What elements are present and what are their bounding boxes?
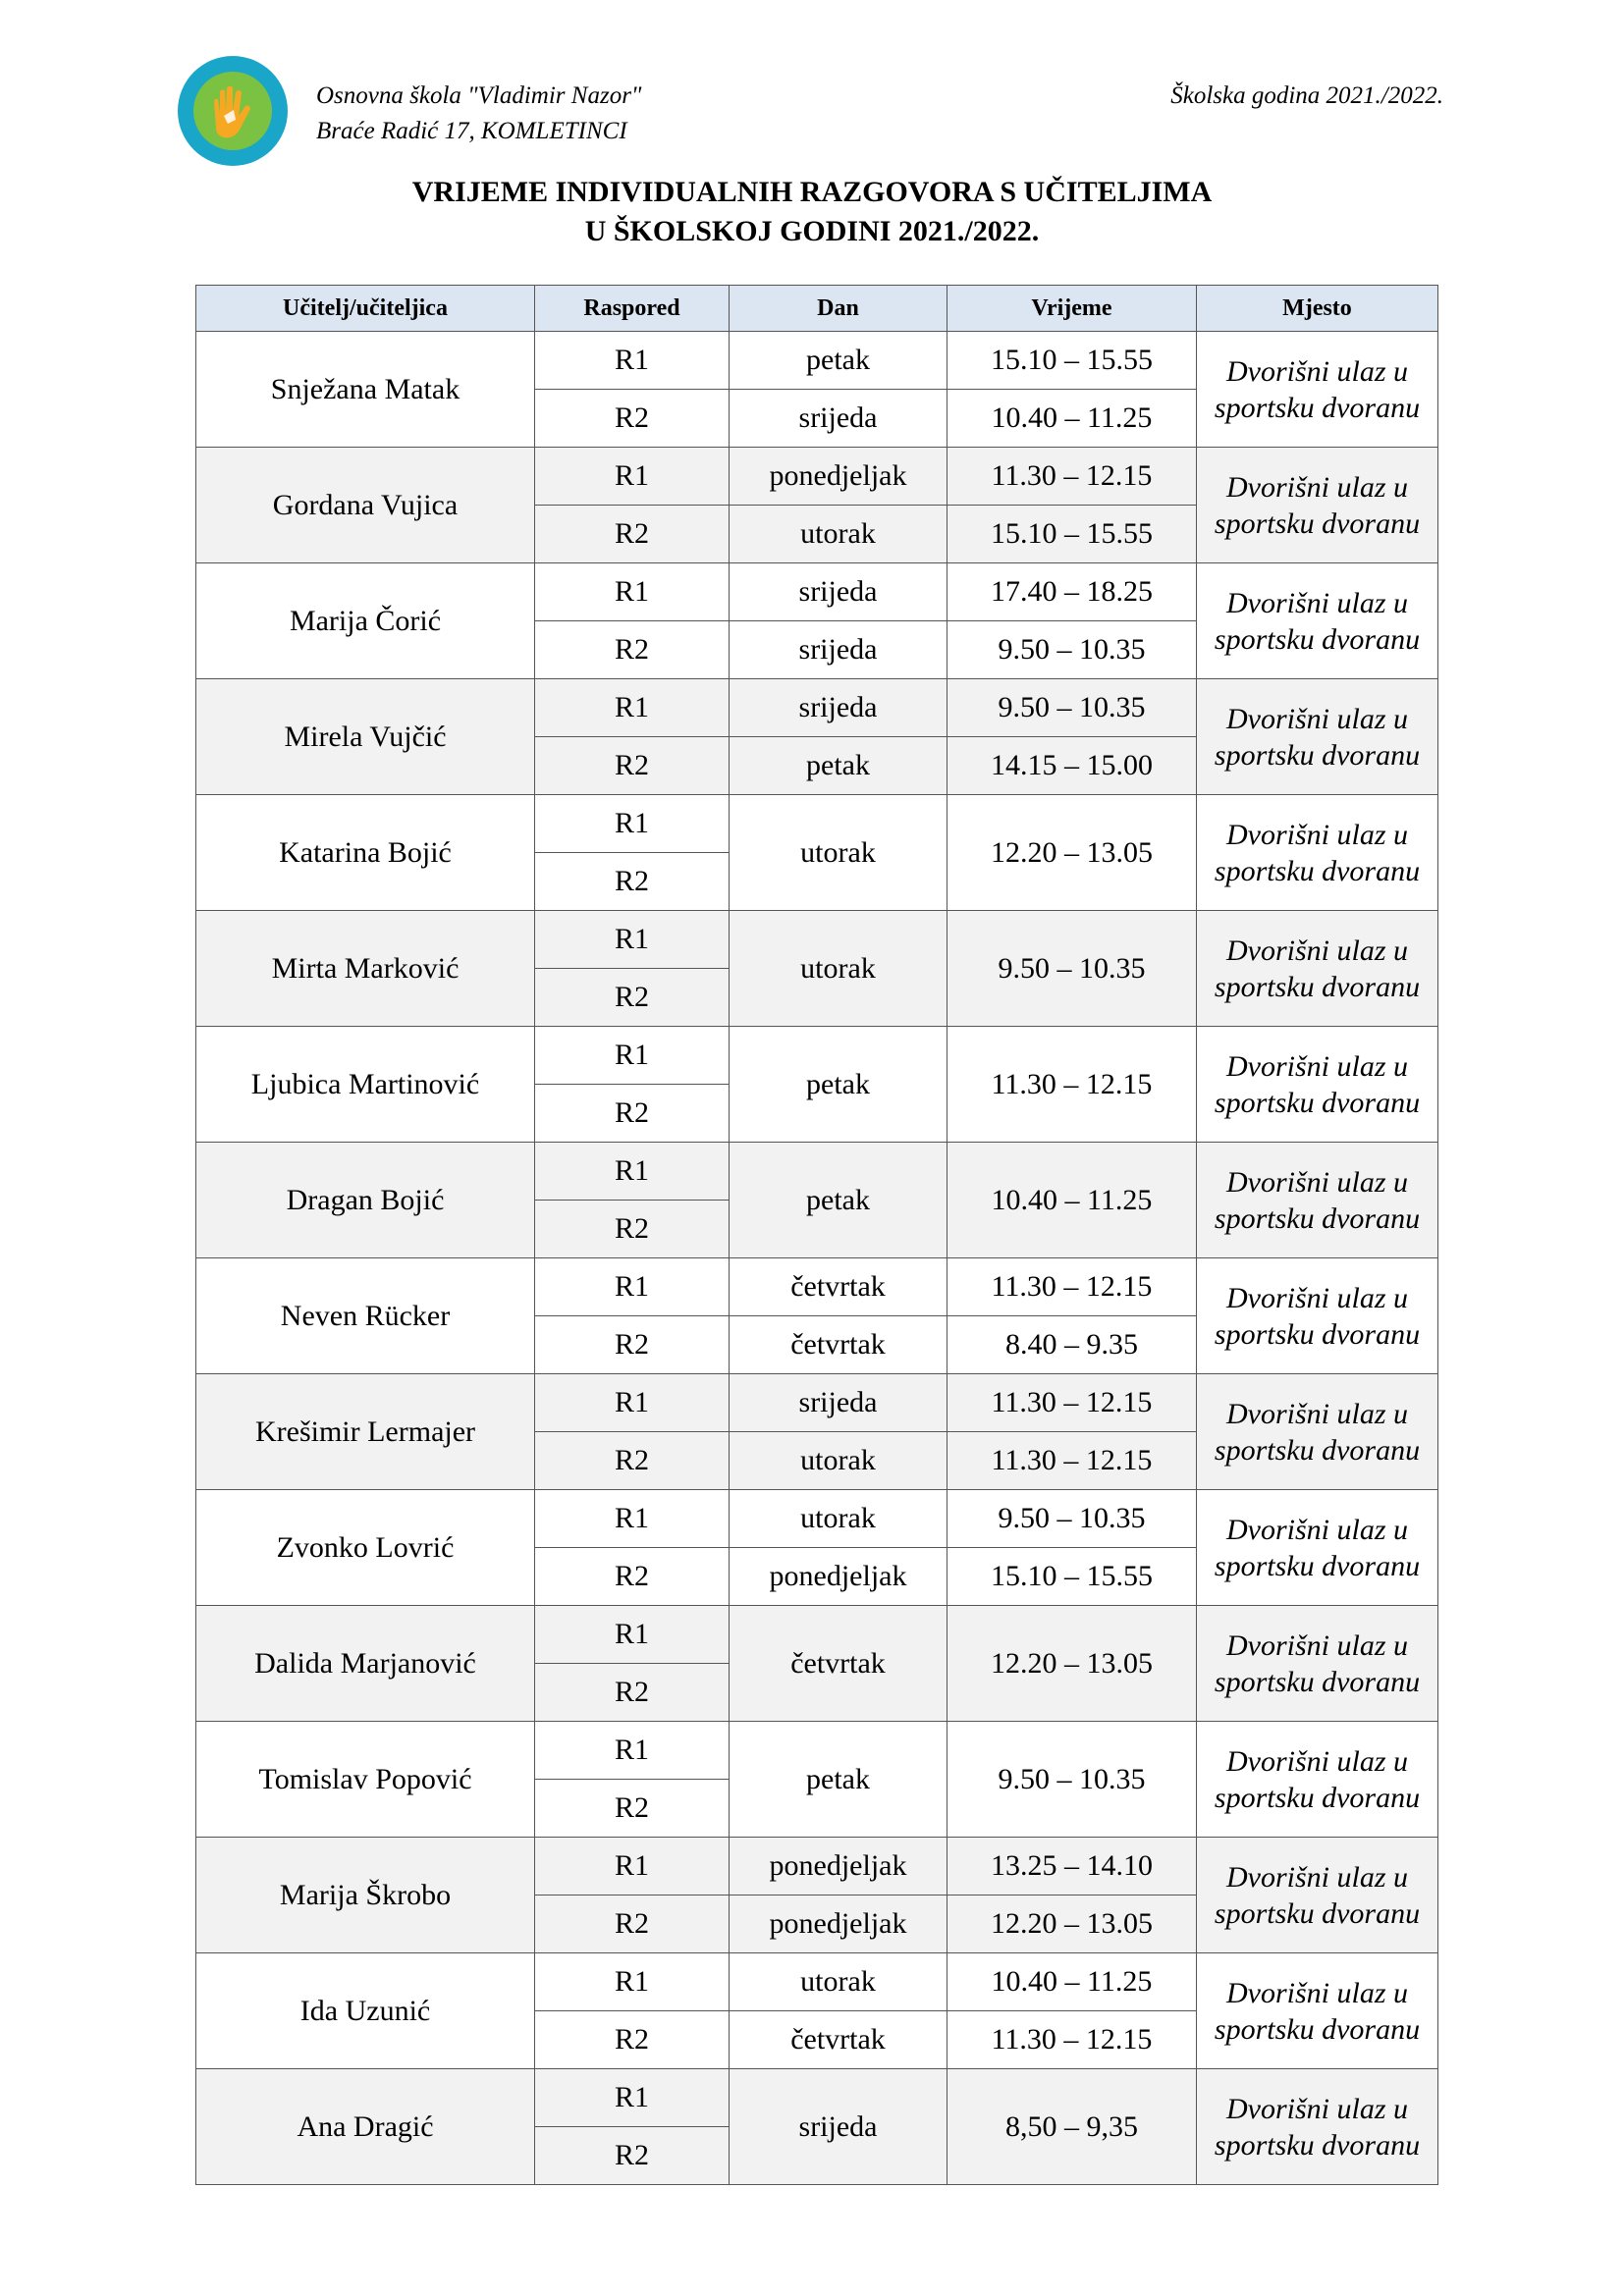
- schedule-r2: R2: [535, 1316, 730, 1374]
- time-cell-r2: 9.50 – 10.35: [947, 621, 1197, 679]
- place-line-2: sportsku dvoranu: [1214, 1086, 1421, 1119]
- table-row: [196, 448, 1438, 506]
- place-line-1: Dvorišni ulaz u: [1225, 586, 1408, 619]
- day-cell-r1: četvrtak: [730, 1258, 947, 1316]
- day-cell: srijeda: [730, 2069, 947, 2185]
- day-cell-r1: utorak: [730, 1953, 947, 2011]
- place-line-2: sportsku dvoranu: [1214, 1317, 1421, 1351]
- schedule-r1: R1: [535, 1027, 730, 1085]
- place-line-1: Dvorišni ulaz u: [1225, 1744, 1408, 1778]
- schedule-r2: R2: [535, 969, 730, 1027]
- place-cell: [1197, 332, 1438, 448]
- place-line-1: Dvorišni ulaz u: [1225, 1165, 1408, 1199]
- day-cell-r2: srijeda: [730, 390, 947, 448]
- title-line-2: U ŠKOLSKOJ GODINI 2021./2022.: [584, 215, 1040, 247]
- place-line-1: Dvorišni ulaz u: [1225, 818, 1408, 851]
- teacher-name: Marija Čorić: [196, 563, 535, 679]
- day-cell-r2: četvrtak: [730, 2011, 947, 2069]
- table-row: [196, 2069, 1438, 2127]
- time-cell-r1: 9.50 – 10.35: [947, 679, 1197, 737]
- time-cell-r2: 15.10 – 15.55: [947, 1548, 1197, 1606]
- place-line-1: Dvorišni ulaz u: [1225, 702, 1408, 735]
- table-row: [196, 679, 1438, 737]
- day-cell: petak: [730, 1722, 947, 1838]
- schedule-r2: R2: [535, 621, 730, 679]
- teacher-name: Zvonko Lovrić: [196, 1490, 535, 1606]
- table-row: [196, 332, 1438, 390]
- place-line-2: sportsku dvoranu: [1214, 507, 1421, 540]
- schedule-r1: R1: [535, 911, 730, 969]
- teacher-name: Mirta Marković: [196, 911, 535, 1027]
- schedule-r2: R2: [535, 506, 730, 563]
- place-line-2: sportsku dvoranu: [1214, 738, 1421, 772]
- teacher-name: Snježana Matak: [196, 332, 535, 448]
- time-cell: 9.50 – 10.35: [947, 911, 1197, 1027]
- schedule-r2: R2: [535, 1201, 730, 1258]
- time-cell-r1: 13.25 – 14.10: [947, 1838, 1197, 1896]
- table-row: [196, 1258, 1438, 1316]
- table-row: [196, 795, 1438, 853]
- day-cell: petak: [730, 1143, 947, 1258]
- place-cell: [1197, 679, 1438, 795]
- school-year: Školska godina 2021./2022.: [1170, 82, 1443, 109]
- place-cell: [1197, 1258, 1438, 1374]
- schedule-r1: R1: [535, 1953, 730, 2011]
- time-cell-r2: 10.40 – 11.25: [947, 390, 1197, 448]
- day-cell-r2: četvrtak: [730, 1316, 947, 1374]
- teacher-name: Ida Uzunić: [196, 1953, 535, 2069]
- header-time: Vrijeme: [947, 286, 1197, 332]
- day-cell-r1: petak: [730, 332, 947, 390]
- place-line-2: sportsku dvoranu: [1214, 1896, 1421, 1930]
- place-cell: [1197, 1722, 1438, 1838]
- teacher-name: Neven Rücker: [196, 1258, 535, 1374]
- schedule-r1: R1: [535, 332, 730, 390]
- teacher-name: Ljubica Martinović: [196, 1027, 535, 1143]
- day-cell-r2: srijeda: [730, 621, 947, 679]
- time-cell-r2: 11.30 – 12.15: [947, 2011, 1197, 2069]
- teacher-name: Marija Škrobo: [196, 1838, 535, 1953]
- schedule-r1: R1: [535, 1838, 730, 1896]
- schedule-r2: R2: [535, 390, 730, 448]
- teacher-name: Katarina Bojić: [196, 795, 535, 911]
- header-schedule: Raspored: [535, 286, 730, 332]
- place-line-1: Dvorišni ulaz u: [1225, 934, 1408, 967]
- place-line-2: sportsku dvoranu: [1214, 1665, 1421, 1698]
- time-cell: 10.40 – 11.25: [947, 1143, 1197, 1258]
- schedule-r1: R1: [535, 2069, 730, 2127]
- page-header: [0, 0, 1624, 167]
- schedule-r2: R2: [535, 737, 730, 795]
- time-cell-r1: 11.30 – 12.15: [947, 1258, 1197, 1316]
- table-header-row: [196, 286, 1438, 332]
- day-cell-r1: srijeda: [730, 1374, 947, 1432]
- place-cell: [1197, 448, 1438, 563]
- day-cell-r1: srijeda: [730, 563, 947, 621]
- table-row: [196, 1027, 1438, 1085]
- place-cell: [1197, 1143, 1438, 1258]
- day-cell: četvrtak: [730, 1606, 947, 1722]
- time-cell-r1: 11.30 – 12.15: [947, 448, 1197, 506]
- place-cell: [1197, 2069, 1438, 2185]
- table-row: [196, 1143, 1438, 1201]
- day-cell-r1: srijeda: [730, 679, 947, 737]
- day-cell-r2: utorak: [730, 506, 947, 563]
- time-cell-r2: 14.15 – 15.00: [947, 737, 1197, 795]
- place-cell: [1197, 1490, 1438, 1606]
- time-cell-r1: 15.10 – 15.55: [947, 332, 1197, 390]
- time-cell-r2: 15.10 – 15.55: [947, 506, 1197, 563]
- schedule-table: [195, 285, 1438, 2185]
- place-line-2: sportsku dvoranu: [1214, 622, 1421, 656]
- table-row: [196, 1606, 1438, 1664]
- table-row: [196, 1838, 1438, 1896]
- school-info: [316, 79, 641, 149]
- place-line-1: Dvorišni ulaz u: [1225, 1281, 1408, 1314]
- day-cell-r2: ponedjeljak: [730, 1548, 947, 1606]
- time-cell-r1: 10.40 – 11.25: [947, 1953, 1197, 2011]
- schedule-r1: R1: [535, 1143, 730, 1201]
- time-cell-r2: 12.20 – 13.05: [947, 1896, 1197, 1953]
- time-cell-r1: 17.40 – 18.25: [947, 563, 1197, 621]
- table-row: [196, 1722, 1438, 1780]
- schedule-r2: R2: [535, 2127, 730, 2185]
- place-cell: [1197, 1606, 1438, 1722]
- time-cell: 12.20 – 13.05: [947, 795, 1197, 911]
- place-line-1: Dvorišni ulaz u: [1225, 1860, 1408, 1894]
- day-cell-r1: utorak: [730, 1490, 947, 1548]
- place-cell: [1197, 911, 1438, 1027]
- schedule-r2: R2: [535, 1896, 730, 1953]
- place-line-2: sportsku dvoranu: [1214, 854, 1421, 887]
- time-cell-r1: 9.50 – 10.35: [947, 1490, 1197, 1548]
- teacher-name: Krešimir Lermajer: [196, 1374, 535, 1490]
- teacher-name: Dalida Marjanović: [196, 1606, 535, 1722]
- schedule-r2: R2: [535, 2011, 730, 2069]
- schedule-r2: R2: [535, 853, 730, 911]
- schedule-r1: R1: [535, 1490, 730, 1548]
- place-line-2: sportsku dvoranu: [1214, 2128, 1421, 2162]
- time-cell: 11.30 – 12.15: [947, 1027, 1197, 1143]
- place-cell: [1197, 1838, 1438, 1953]
- place-line-2: sportsku dvoranu: [1214, 1201, 1421, 1235]
- place-cell: [1197, 1953, 1438, 2069]
- schedule-r1: R1: [535, 1606, 730, 1664]
- teacher-name: Gordana Vujica: [196, 448, 535, 563]
- teacher-name: Dragan Bojić: [196, 1143, 535, 1258]
- schedule-r1: R1: [535, 1258, 730, 1316]
- time-cell: 12.20 – 13.05: [947, 1606, 1197, 1722]
- title-line-1: VRIJEME INDIVIDUALNIH RAZGOVORA S UČITELJIMA: [411, 176, 1213, 208]
- schedule-r2: R2: [535, 1548, 730, 1606]
- header-day: Dan: [730, 286, 947, 332]
- day-cell-r2: utorak: [730, 1432, 947, 1490]
- place-line-1: Dvorišni ulaz u: [1225, 1397, 1408, 1430]
- day-cell-r1: ponedjeljak: [730, 1838, 947, 1896]
- table-row: [196, 911, 1438, 969]
- time-cell-r2: 11.30 – 12.15: [947, 1432, 1197, 1490]
- table-row: [196, 1374, 1438, 1432]
- place-line-2: sportsku dvoranu: [1214, 1433, 1421, 1467]
- place-line-2: sportsku dvoranu: [1214, 391, 1421, 424]
- schedule-r2: R2: [535, 1085, 730, 1143]
- place-line-1: Dvorišni ulaz u: [1225, 1049, 1408, 1083]
- table-body: [196, 332, 1438, 2185]
- day-cell-r2: petak: [730, 737, 947, 795]
- time-cell-r2: 8.40 – 9.35: [947, 1316, 1197, 1374]
- day-cell: utorak: [730, 911, 947, 1027]
- schedule-r1: R1: [535, 448, 730, 506]
- place-line-1: Dvorišni ulaz u: [1225, 1513, 1408, 1546]
- table-row: [196, 1490, 1438, 1548]
- place-line-1: Dvorišni ulaz u: [1225, 470, 1408, 504]
- school-logo: [177, 55, 289, 167]
- place-line-2: sportsku dvoranu: [1214, 2012, 1421, 2046]
- teacher-name: Mirela Vujčić: [196, 679, 535, 795]
- teacher-name: Ana Dragić: [196, 2069, 535, 2185]
- time-cell: 8,50 – 9,35: [947, 2069, 1197, 2185]
- place-line-2: sportsku dvoranu: [1214, 1549, 1421, 1582]
- schedule-r1: R1: [535, 1722, 730, 1780]
- day-cell-r1: ponedjeljak: [730, 448, 947, 506]
- place-line-2: sportsku dvoranu: [1214, 970, 1421, 1003]
- day-cell-r2: ponedjeljak: [730, 1896, 947, 1953]
- time-cell: 9.50 – 10.35: [947, 1722, 1197, 1838]
- day-cell: petak: [730, 1027, 947, 1143]
- document-title: [0, 173, 1624, 251]
- day-cell: utorak: [730, 795, 947, 911]
- teacher-name: Tomislav Popović: [196, 1722, 535, 1838]
- schedule-r2: R2: [535, 1780, 730, 1838]
- table-row: [196, 1953, 1438, 2011]
- place-cell: [1197, 795, 1438, 911]
- place-cell: [1197, 1374, 1438, 1490]
- school-address: Braće Radić 17, KOMLETINCI: [316, 118, 627, 144]
- place-line-1: Dvorišni ulaz u: [1225, 1629, 1408, 1662]
- schedule-r1: R1: [535, 1374, 730, 1432]
- schedule-r2: R2: [535, 1664, 730, 1722]
- place-line-2: sportsku dvoranu: [1214, 1781, 1421, 1814]
- header-place: Mjesto: [1197, 286, 1438, 332]
- schedule-r1: R1: [535, 679, 730, 737]
- place-cell: [1197, 563, 1438, 679]
- place-line-1: Dvorišni ulaz u: [1225, 354, 1408, 388]
- school-name: Osnovna škola "Vladimir Nazor": [316, 82, 642, 109]
- place-cell: [1197, 1027, 1438, 1143]
- header-teacher: Učitelj/učiteljica: [196, 286, 535, 332]
- place-line-1: Dvorišni ulaz u: [1225, 2092, 1408, 2125]
- table-row: [196, 563, 1438, 621]
- schedule-r2: R2: [535, 1432, 730, 1490]
- place-line-1: Dvorišni ulaz u: [1225, 1976, 1408, 2009]
- schedule-r1: R1: [535, 795, 730, 853]
- time-cell-r1: 11.30 – 12.15: [947, 1374, 1197, 1432]
- schedule-r1: R1: [535, 563, 730, 621]
